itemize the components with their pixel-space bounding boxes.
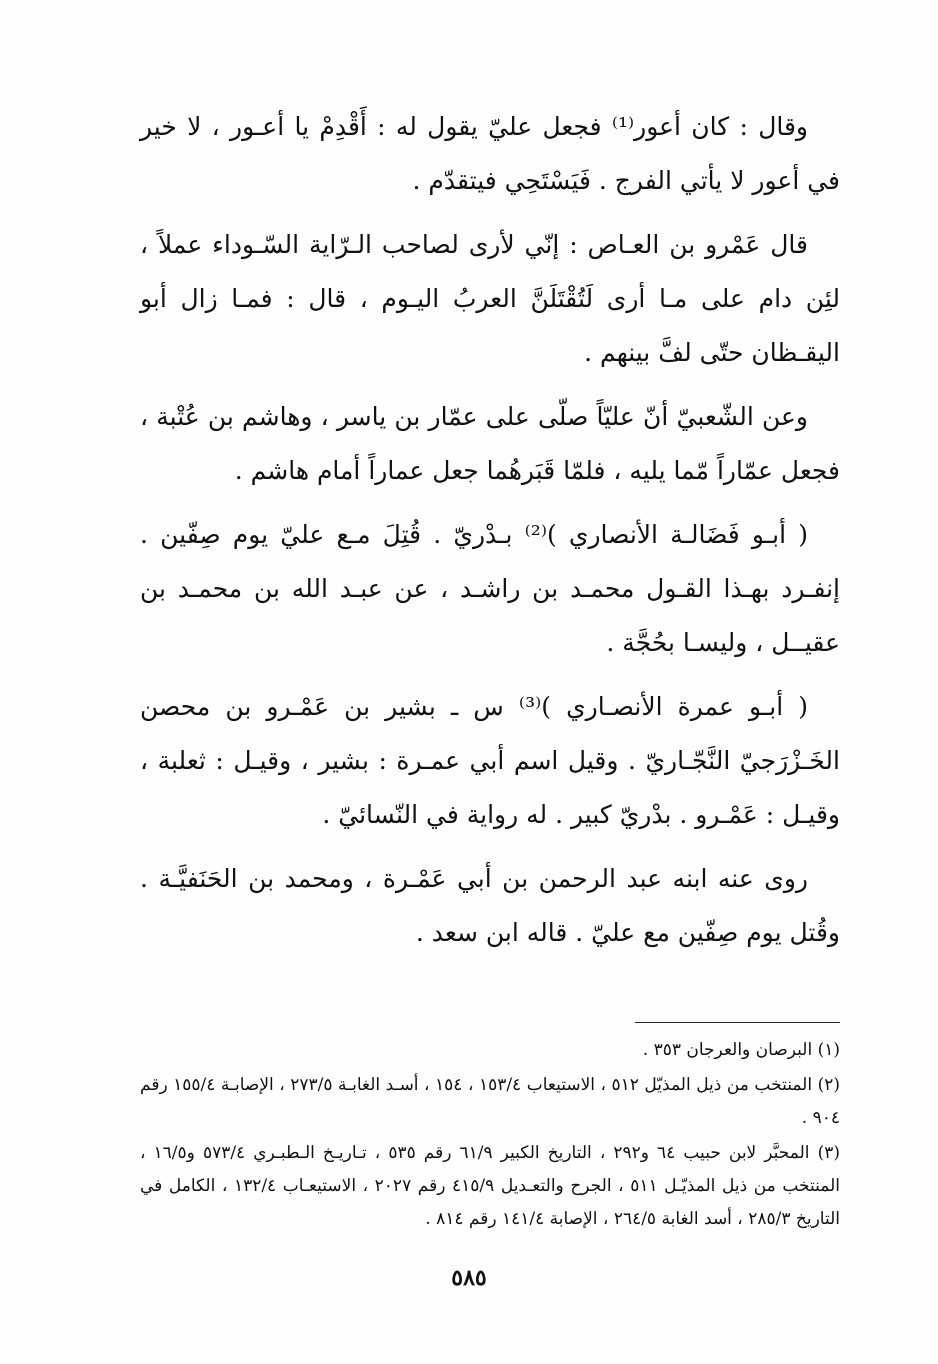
paragraph-2: قال عَمْرو بن العـاص : إنّي لأرى لصاحب الـرّاية السّـوداء عملاً ، لئِن دام على مـا أرى لَتُقْتَلَنَّ العربُ اليـوم ، قال : فمـا زال أبو اليقـظان حتّى لفَّ بينهم . — [140, 230, 840, 367]
paragraph-3: وعن الشّعبيّ أنّ عليّاً صلّى على عمّار بن ياسر ، وهاشم بن عُتْبة ، فجعل عمّاراً مّما يليه ، فلمّا قَبَرهُما جعل عماراً أمام هاشم . — [140, 402, 840, 485]
footnote-3: (٣) المحبَّر لابن حبيب ٦٤ و٢٩٢ ، التاريخ الكبير ٦١/٩ رقم ٥٣٥ ، تـاريـخ الـطبـري ٥٧٣/٤ و١٦/٥ ، المنتخب من ذيل المذيّـل ٥١١ ، الجرح والتعـديل ٤١٥/٩ رقم ٢٠٢٧ ، الاستيعـاب ١٣٢/٤ ، الكامل في التاريخ ٢٨٥/٣ ، أسد الغابة ٢٦٤/٥ ، الإصابة ١٤١/٤ رقم ٨١٤ . — [140, 1143, 840, 1229]
paragraph-5: ( أبـو عمرة الأنصـاري )⁽³⁾ س ـ بشير بن عَمْـرو بن محصن الخَـزْرَجيّ النَّجّـاريّ . وقيل اسم أبي عمـرة : بشير ، وقيـل : ثعلبة ، وقيـل : عَمْـرو . بدْريّ كبير . له رواية في النّسائيّ . — [140, 692, 840, 829]
paragraph-1: وقال : كان أعور⁽¹⁾ فجعل عليّ يقول له : أَقْدِمْ يا أعـور ، لا خير في أعور لا يأتي الفرج . فَيَسْتَحِي فيتقدّم . — [140, 112, 840, 195]
footnote-2: (٢) المنتخب من ذيل المذيّل ٥١٢ ، الاستيعاب ١٥٣/٤ ، ١٥٤ ، أسـد الغابـة ٢٧٣/٥ ، الإصابـة ١٥٥/٤ رقم ٩٠٤ . — [140, 1075, 840, 1128]
footnote-divider — [635, 1022, 840, 1023]
paragraph-6: روى عنه ابنه عبد الرحمن بن أبي عَمْـرة ، ومحمد بن الحَنَفيَّـة . وقُتل يوم صِفّين مع عليّ . قاله ابن سعد . — [140, 864, 840, 947]
footnote-1: (١) البرصان والعرجان ٣٥٣ . — [642, 1040, 840, 1060]
paragraph-4: ( أبـو فَضَالـة الأنصاري )⁽²⁾ بـدْريّ . قُتِلَ مـع عليّ يوم صِفّين . إنفـرد بهـذا القـول محمـد بن راشـد ، عن عبـد الله بن محمـد بن عقيــل ، وليسـا بحُجَّة . — [140, 520, 840, 657]
page-number: ٥٨٥ — [451, 1265, 487, 1291]
footnotes — [140, 1034, 840, 1238]
body-text — [140, 100, 840, 970]
